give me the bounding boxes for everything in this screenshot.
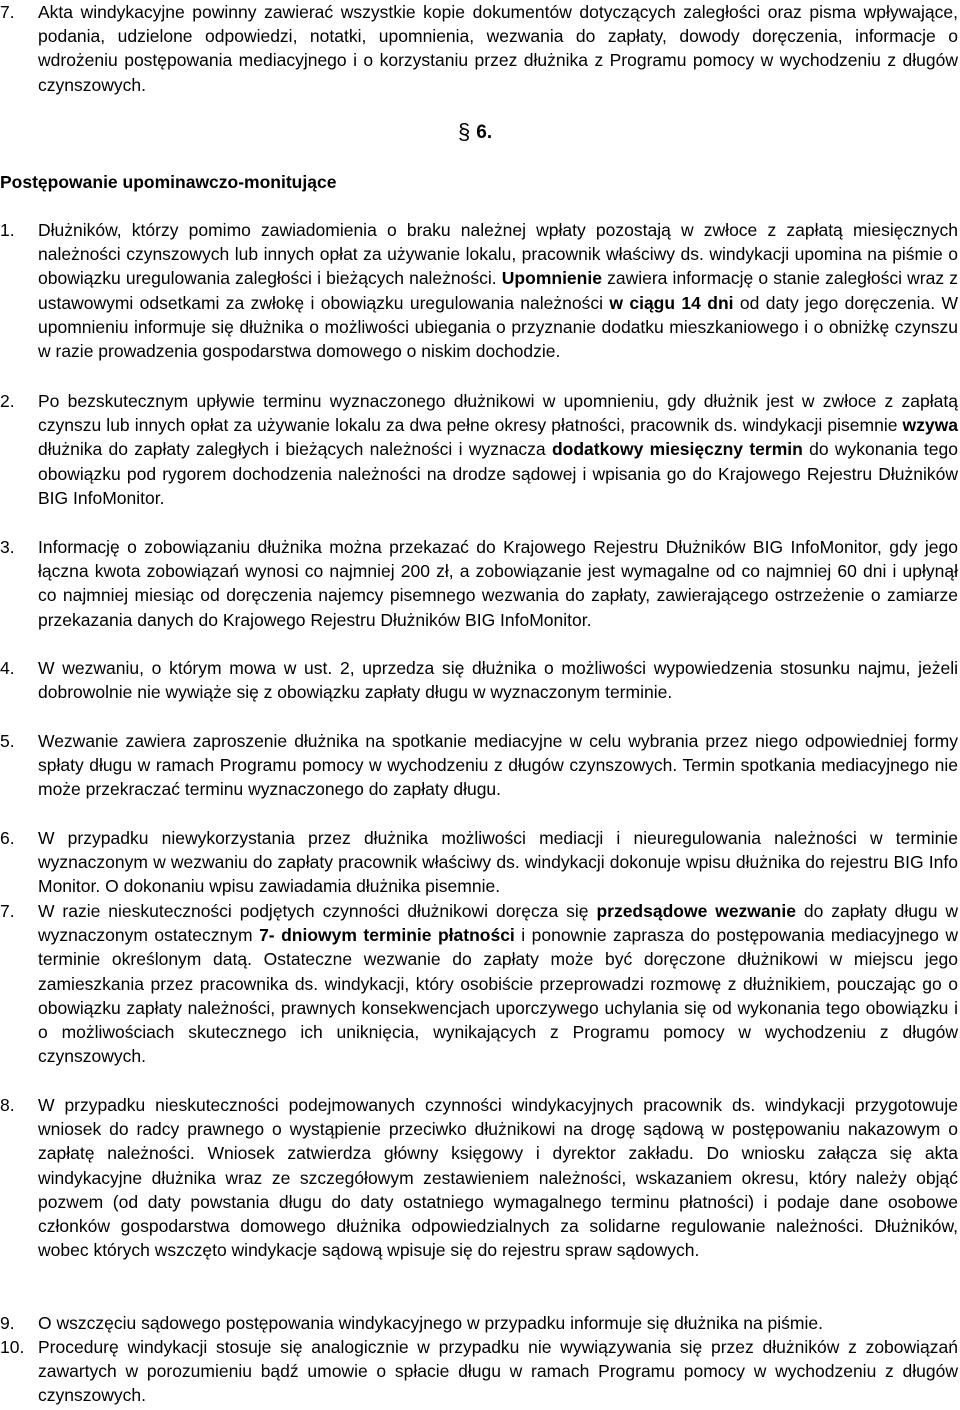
- text-run: dłużnika do zapłaty zaległych i bieżących należności i wyznacza: [38, 439, 552, 460]
- item-text: O wszczęciu sądowego postępowania windykacyjnego w przypadku informuje się dłużnika na piśmie.: [38, 1313, 823, 1333]
- item-number: 2.: [0, 391, 15, 411]
- list-item-7: [0, 899, 958, 1068]
- item-text: Procedurę windykacji stosuje się analogicznie w przypadku nie wywiązywania się przez dłużników z zobowiązań zawartych w porozumieniu bądź umowie o spłacie długu w ramach Programu pomocy w wychodzeniu z długów czynszowych.: [38, 1337, 958, 1406]
- item-text: [38, 218, 958, 363]
- section-number: [458, 120, 492, 145]
- list-item-10: [0, 1335, 958, 1408]
- text-run: od daty jego doręczenia. W upomnieniu informuje się dłużnika o możliwości ubiegania o przyznanie dodatku mieszkaniowego i o obniżkę czynszu w razie prowadzenia gospodarstwa domowego o niskim dochodzie.: [38, 292, 958, 362]
- section-heading: Postępowanie upominawczo-monitujące: [0, 172, 337, 192]
- item-number: 10.: [0, 1337, 25, 1357]
- item-number: 7.: [0, 2, 15, 22]
- text-run: do zapłaty długu w wyznaczonym ostatecznym: [38, 901, 958, 946]
- list-item-7-prev: [0, 0, 958, 97]
- item-number: 6.: [0, 828, 15, 848]
- item-text: Wezwanie zawiera zaproszenie dłużnika na spotkanie mediacyjne w celu wybrania przez niego odpowiedniej formy spłaty długu w ramach Programu pomocy w wychodzeniu z długów czynszowych. Termin spotkania mediacyjnego nie może przekraczać terminu wyznaczonego do zapłaty długu.: [38, 731, 958, 800]
- text-run: Po bezskutecznym upływie terminu wyznaczonego dłużnikowi w upomnieniu, gdy dłużnik jest w zwłoce z zapłatą czynszu lub innych opłat za używanie lokalu za dwa pełne okresy płatności, pracownik ds. windykacji pisemnie: [38, 391, 958, 436]
- text-run: W razie nieskuteczności podjętych czynności dłużnikowi doręcza się: [38, 901, 597, 921]
- item-number: 1.: [0, 220, 15, 240]
- list-item-8: [0, 1093, 958, 1262]
- item-text: W przypadku nieskuteczności podejmowanych czynności windykacyjnych pracownik ds. windykacji przygotowuje wniosek do radcy prawnego o wystąpienie przeciwko dłużnikowi na drogę sądową w postępowaniu nakazowym o zapłatę należności. Wniosek zatwierdza główny księgowy i dyrektor zakładu. Do wniosku załącza się akta windykacyjne dłużnika wraz ze szczegółowym zestawieniem należności, wskazaniem okresu, który należy objąć pozwem (od daty powstania długu do daty ostatniego wymagalnego terminu płatności) i podaje dane osobowe członków gospodarstwa domowego dłużnika odpowiedzialnych za solidarne regulowanie należności. Dłużników, wobec których wszczęto windykacje sądową wpisuje się do rejestru spraw sądowych.: [38, 1095, 958, 1261]
- item-number: 4.: [0, 658, 15, 678]
- list-item-3: [0, 535, 958, 632]
- bold-run: 7- dniowym terminie płatności: [259, 925, 515, 946]
- text-run: i ponownie zaprasza do postępowania mediacyjnego w terminie określonym datą. Ostateczne wezwanie do zapłaty może być doręczone dłużnikowi w miejscu jego zamieszkania przez pracownika ds. windykacji, który osobiście przeprowadzi rozmowę z dłużnikiem, pouczając go o obowiązku zapłaty należności, prawnych konsekwencjach uporczywego uchylania się od wykonania tego obowiązku i o możliwościach skutecznego ich uniknięcia, wynikających z Programu pomocy w wychodzeniu z długów czynszowych.: [38, 925, 958, 1067]
- item-text: [38, 899, 958, 1068]
- text-run: Dłużników, którzy pomimo zawiadomienia o braku należnej wpłaty pozostają w zwłoce z zapłatą miesięcznych należności czynszowych lub innych opłat za używanie lokalu, pracownik właściwy ds. windykacji upomina na piśmie o obowiązku uregulowania zaległości i bieżących należności.: [38, 220, 958, 289]
- item-text: W przypadku niewykorzystania przez dłużnika możliwości mediacji i nieuregulowania należności w terminie wyznaczonym w wezwaniu do zapłaty pracownik właściwy ds. windykacji dokonuje wpisu dłużnika do rejestru BIG Info Monitor. O dokonaniu wpisu zawiadamia dłużnika pisemnie.: [38, 828, 958, 897]
- list-item-6: [0, 826, 958, 899]
- section-number-text: 6.: [476, 122, 493, 143]
- text-run: do wykonania tego obowiązku pod rygorem dochodzenia należności na drodze sądowej i wpisania go do Krajowego Rejestru Dłużników BIG InfoMonitor.: [38, 439, 958, 508]
- item-number: 8.: [0, 1095, 15, 1115]
- bold-run: Upomnienie: [501, 268, 602, 289]
- section-sign: §: [458, 119, 471, 144]
- bold-run: przedsądowe wezwanie: [596, 901, 796, 921]
- item-text: [38, 389, 958, 510]
- list-item-1: [0, 218, 958, 363]
- bold-run: wzywa: [902, 415, 958, 436]
- item-text: Informację o zobowiązaniu dłużnika można przekazać do Krajowego Rejestru Dłużników BIG InfoMonitor, gdy jego łączna kwota zobowiązań wynosi co najmniej 200 zł, a zobowiązanie jest wymagalne od co najmniej 60 dni i upłynął co najmniej miesiąc od doręczenia najemcy pisemnego wezwania do zapłaty, zawierającego ostrzeżenie o zamiarze przekazania danych do Krajowego Rejestru Dłużników BIG InfoMonitor.: [38, 537, 958, 630]
- list-item-4: [0, 656, 958, 704]
- list-item-5: [0, 729, 958, 802]
- item-number: 7.: [0, 901, 15, 921]
- list-item-9: [0, 1311, 958, 1335]
- item-number: 5.: [0, 731, 15, 751]
- item-text: W wezwaniu, o którym mowa w ust. 2, uprzedza się dłużnika o możliwości wypowiedzenia stosunku najmu, jeżeli dobrowolnie nie wywiąże się z obowiązku zapłaty długu w wyznaczonym terminie.: [38, 658, 958, 703]
- list-item-2: [0, 389, 958, 510]
- bold-run: dodatkowy miesięczny termin: [551, 439, 803, 460]
- bold-run: w ciągu 14 dni: [609, 292, 734, 313]
- item-text: Akta windykacyjne powinny zawierać wszystkie kopie dokumentów dotyczących zaległości oraz pisma wpływające, podania, udzielone odpowiedzi, notatki, upomnienia, wezwania do zapłaty, dowody doręczenia, informacje o wdrożeniu postępowania mediacyjnego i o korzystaniu przez dłużnika z Programu pomocy w wychodzeniu z długów czynszowych.: [38, 2, 958, 95]
- item-number: 9.: [0, 1313, 15, 1333]
- text-run: zawiera informację o stanie zaległości wraz z ustawowymi odsetkami za zwłokę i obowiązku uregulowania należności: [38, 268, 958, 313]
- item-number: 3.: [0, 537, 15, 557]
